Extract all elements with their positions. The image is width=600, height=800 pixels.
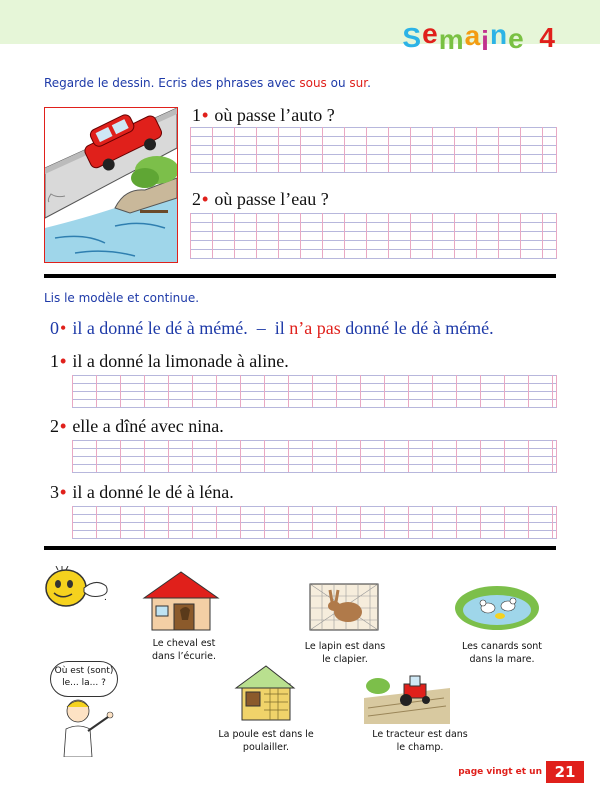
writing-lines-item-1[interactable] — [72, 375, 557, 408]
week-title-letter: S — [402, 22, 423, 53]
item-number: 1 — [50, 351, 59, 371]
smiley-speaking-icon — [44, 566, 110, 612]
exercise1-instruction — [44, 76, 371, 90]
section-divider — [44, 274, 556, 278]
week-title-letter: i — [481, 25, 490, 56]
item-number: 3 — [50, 482, 59, 502]
writing-lines-q2[interactable] — [190, 213, 557, 259]
item-text: il a donné le dé à léna. — [72, 482, 234, 502]
bullet-dot: • — [60, 482, 67, 502]
model-na: n’a — [289, 318, 313, 338]
exercise2-item-1 — [50, 351, 289, 372]
rabbit-hutch-illustration — [308, 578, 380, 634]
week-title-letter: e — [508, 23, 525, 54]
week-title — [402, 18, 556, 56]
bridge-car-illustration — [44, 107, 178, 263]
week-title-letters — [402, 18, 525, 56]
item-text: il a donné la limonade à aline. — [72, 351, 289, 371]
week-title-letter: e — [422, 18, 439, 49]
word-sous: sous — [299, 76, 327, 90]
henhouse-illustration — [234, 660, 296, 724]
boy-pointing-illustration — [56, 695, 118, 757]
item-text: elle a dîné avec nina. — [72, 416, 224, 436]
question-1 — [192, 105, 335, 126]
word-ou: ou — [326, 76, 350, 90]
model-number: 0 — [50, 318, 59, 338]
question-2 — [192, 189, 329, 210]
week-title-letter: n — [489, 19, 509, 50]
caption-canards: Les canards sont dans la mare. — [461, 641, 543, 665]
writing-lines-item-2[interactable] — [72, 440, 557, 473]
instruction-end: . — [367, 76, 371, 90]
bullet-dot: • — [60, 318, 67, 338]
caption-poule: La poule est dans le poulailler. — [218, 729, 314, 753]
model-sentence — [50, 318, 494, 339]
stable-horse-illustration — [140, 568, 222, 634]
question-2-number: 2 — [192, 189, 201, 209]
word-sur: sur — [349, 76, 368, 90]
caption-tracteur: Le tracteur est dans le champ. — [372, 729, 468, 753]
question-1-text: où passe l’auto ? — [214, 105, 335, 125]
week-title-letter: m — [438, 24, 465, 55]
bullet-dot: • — [202, 105, 209, 125]
writing-lines-q1[interactable] — [190, 127, 557, 173]
model-pas: pas — [316, 318, 341, 338]
caption-lapin: Le lapin est dans le clapier. — [304, 641, 386, 665]
question-2-text: où passe l’eau ? — [214, 189, 329, 209]
tractor-field-illustration — [364, 668, 450, 724]
speech-bubble — [50, 661, 118, 697]
model-text-1: il a donné le dé à mémé. – il — [72, 318, 290, 338]
bullet-dot: • — [60, 416, 67, 436]
model-text-2: donné le dé à mémé. — [340, 318, 494, 338]
item-number: 2 — [50, 416, 59, 436]
speech-bubble-text: Où est (sont) le... la... ? — [54, 666, 114, 688]
writing-lines-item-3[interactable] — [72, 506, 557, 539]
exercise2-item-3 — [50, 482, 234, 503]
section-divider-2 — [44, 546, 556, 550]
exercise2-instruction: Lis le modèle et continue. — [44, 291, 200, 305]
exercise2-item-2 — [50, 416, 224, 437]
caption-cheval: Le cheval est dans l’écurie. — [152, 638, 216, 662]
page-footer-text: page vingt et un — [458, 767, 542, 777]
instruction-text: Regarde le dessin. Ecris des phrases avec — [44, 76, 300, 90]
week-title-letter: a — [464, 20, 482, 51]
bridge-drawing — [45, 108, 177, 262]
page-number: 21 — [546, 761, 584, 783]
bullet-dot: • — [202, 189, 209, 209]
bullet-dot: • — [60, 351, 67, 371]
ducks-pond-illustration — [452, 578, 542, 636]
smiley-dot: . — [104, 592, 107, 603]
question-1-number: 1 — [192, 105, 201, 125]
week-number: 4 — [539, 22, 556, 53]
